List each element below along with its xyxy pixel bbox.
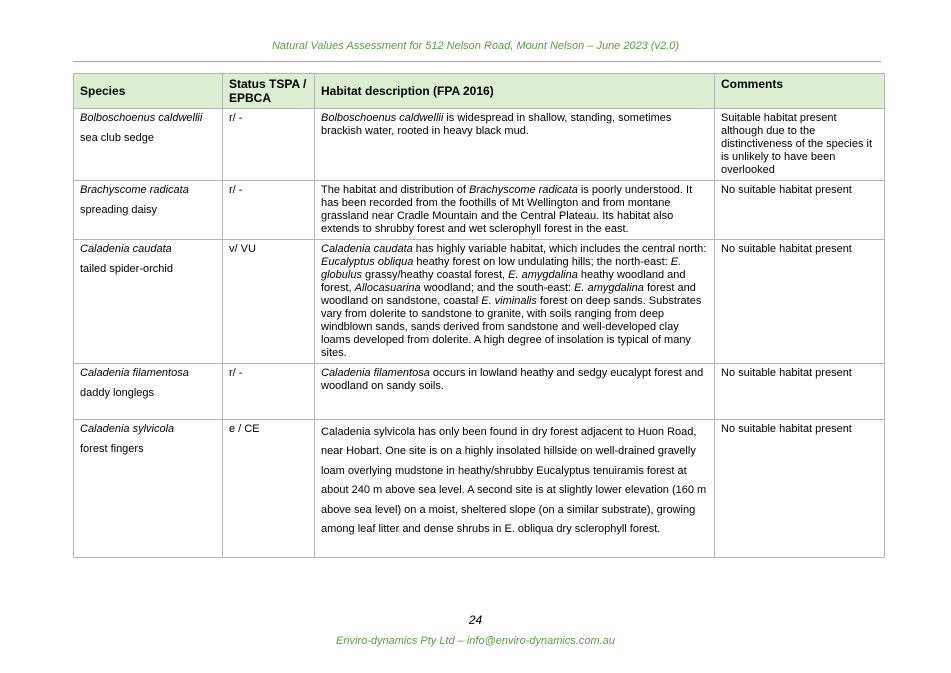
species-table [73, 73, 885, 558]
scientific-name: Caladenia sylvicola [80, 423, 175, 435]
common-name: spreading daisy [80, 204, 158, 216]
habitat-species-name: Brachyscome radicata [468, 184, 578, 196]
species-cell [74, 364, 223, 420]
habitat-text: occurs in lowland heathy and sedgy eucalypt forest and woodland on sandy soils. [321, 367, 704, 392]
habitat-species-name: E. viminalis [481, 295, 537, 307]
table-row [74, 364, 885, 420]
habitat-species-name: E. amygdalina [508, 269, 578, 281]
habitat-text: heathy woodland and forest, [321, 269, 686, 294]
habitat-species-name: Allocasuarina [354, 282, 421, 294]
comment-cell: No suitable habitat present [715, 240, 885, 364]
page-footer: Enviro-dynamics Pty Ltd – info@enviro-dynamics.com.au [336, 635, 615, 647]
habitat-species-name: Bolboschoenus caldwellii [321, 112, 444, 124]
table-header-row [74, 74, 885, 109]
header-rule [73, 61, 881, 62]
habitat-text: The habitat and distribution of [321, 184, 469, 196]
page-number: 24 [468, 613, 483, 627]
habitat-species-name: Caladenia caudata [321, 243, 413, 255]
habitat-species-name: Caladenia filamentosa [321, 367, 430, 379]
col-header-species: Species [74, 74, 223, 109]
common-name: forest fingers [80, 443, 144, 455]
col-header-comments: Comments [715, 74, 885, 109]
comment-cell: Suitable habitat present although due to the distinctiveness of the species it is unlikely to have been overlooked [715, 109, 885, 181]
habitat-cell [315, 364, 715, 420]
scientific-name: Bolboschoenus caldwellii [80, 112, 203, 124]
habitat-text: is poorly understood. It has been recorded from the foothills of Mt Wellington and from montane grassland near Cradle Mountain and the Central Plateau. Its habitat also extends to shrubby forest and wet sclerophyll forest in the east. [321, 184, 693, 235]
species-cell [74, 240, 223, 364]
table-row [74, 109, 885, 181]
habitat-text: grassy/heathy coastal forest, [361, 269, 509, 281]
status-cell: v/ VU [223, 240, 315, 364]
col-header-status: Status TSPA / EPBCA [223, 74, 315, 109]
table-row [74, 420, 885, 558]
habitat-text: forest and woodland on sandstone, coastal [321, 282, 696, 307]
habitat-species-name: E. amygdalina [574, 282, 644, 294]
scientific-name: Brachyscome radicata [80, 184, 189, 196]
common-name: tailed spider-orchid [80, 263, 173, 275]
habitat-cell [315, 109, 715, 181]
status-cell: r/ - [223, 181, 315, 240]
comment-cell: No suitable habitat present [715, 181, 885, 240]
habitat-text: has highly variable habitat, which includes the central north: [412, 243, 707, 255]
habitat-cell [315, 240, 715, 364]
status-cell: r/ - [223, 364, 315, 420]
scientific-name: Caladenia caudata [80, 243, 172, 255]
habitat-text: forest on deep sands. Substrates vary from dolerite to sandstone to granite, with soils ranging from deep windblown sands, sands derived from sandstone and well-developed clay loams developed from dolerite. A high degree of insolation is typical of many sites. [321, 295, 702, 359]
comment-cell: No suitable habitat present [715, 364, 885, 420]
common-name: daddy longlegs [80, 387, 155, 399]
habitat-text: woodland; and the south-east: [420, 282, 575, 294]
table-row [74, 181, 885, 240]
status-cell: e / CE [223, 420, 315, 558]
habitat-cell [315, 181, 715, 240]
species-cell [74, 181, 223, 240]
table-row [74, 240, 885, 364]
habitat-text: is widespread in shallow, standing, sometimes brackish water, rooted in heavy black mud. [321, 112, 672, 137]
common-name: sea club sedge [80, 132, 154, 144]
habitat-species-name: E. globulus [321, 256, 682, 281]
habitat-text: heathy forest on low undulating hills; the north-east: [413, 256, 671, 268]
col-header-habitat: Habitat description (FPA 2016) [315, 74, 715, 109]
species-cell [74, 109, 223, 181]
habitat-cell: Caladenia sylvicola has only been found in dry forest adjacent to Huon Road, near Hobart. One site is on a highly insolated hillside on well-drained gravelly loam overlying mudstone in heathy/shrubby Eucalyptus tenuiramis forest at about 240 m above sea level. A second site is at slightly lower elevation (160 m above sea level) on a moist, sheltered slope (on a similar substrate), growing among leaf litter and dense shrubs in E. obliqua dry sclerophyll forest. [315, 420, 715, 558]
species-cell [74, 420, 223, 558]
page-header: Natural Values Assessment for 512 Nelson Road, Mount Nelson – June 2023 (v2.0) [271, 40, 680, 52]
habitat-species-name: Eucalyptus obliqua [321, 256, 414, 268]
scientific-name: Caladenia filamentosa [80, 367, 189, 379]
comment-cell: No suitable habitat present [715, 420, 885, 558]
status-cell: r/ - [223, 109, 315, 181]
